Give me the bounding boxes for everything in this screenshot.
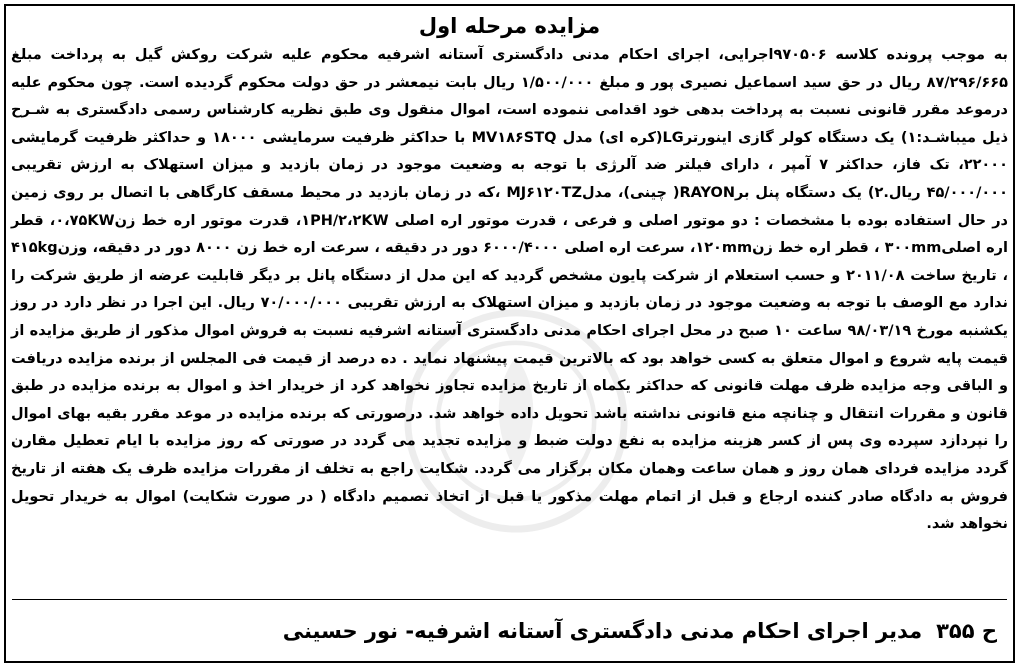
notice-content bbox=[11, 10, 1008, 657]
notice-frame bbox=[4, 4, 1015, 663]
signatory: مدیر اجرای احکام مدنی دادگستری آستانه اشرفیه- نور حسینی bbox=[282, 619, 923, 643]
footer-divider bbox=[12, 599, 1007, 600]
signature-footer bbox=[16, 607, 997, 655]
notice-body: به موجب پرونده کلاسه ۹۷۰۵۰۶اجرایی، اجرای احکام مدنی دادگستری آستانه اشرفیه محکوم علیه شرکت روکش گیل به پرداخت مبلغ ۸۷/۲۹۶/۶۶۵ ریال در حق سید اسماعیل نصیری پور و مبلغ ۱/۵۰۰/۰۰۰ ریال بابت نیمعشر در حق دولت محکوم گردیده است. چون محکوم علیه درموعد مقرر قانونی نسبت به پرداخت بدهی خود اقدامی ننموده است، اموال منقول وی طبق نظریه کارشناس رسمی دادگستری به شـرح ذیل میباشـد:۱) یک دستگاه کولر گازی اینورترLG(کره ای) مدل MV۱۸۶STQ با حداکثر ظرفیت سرمایشی ۱۸۰۰۰ و حداکثر ظرفیت گرمایشی ۲۲۰۰۰، تک فاز، حداکثر ۷ آمپر ، دارای فیلتر ضد آلرژی با توجه به وضعیت موجود در زمان بازدید و میزان استهلاک به ارزش تقریبی ۴۵/۰۰۰/۰۰۰ ریال.۲) یک دستگاه پنل برRAYON( چینی)، مدلMJ۶۱۲۰TZ ،که در زمان بازدید در محیط مسقف کارگاهی با اتصال بر روی زمین در حال استفاده بوده با مشخصات : دو موتور اصلی و فرعی ، قدرت موتور اره اصلی ۱PH/۲،۲KW، قدرت موتور اره خط زن۰،۷۵KW، قطر اره اصلی۳۰۰mm ، قطر اره خط زن۱۲۰mm، سرعت اره اصلی ۶۰۰۰/۴۰۰۰ دور در دقیقه ، سرعت اره خط زن ۸۰۰۰ دور در دقیقه، وزن۴۱۵kg ، تاریخ ساخت ۲۰۱۱/۰۸ و حسب استعلام از شرکت پایون مشخص گردید که این مدل از دستگاه پانل بر دیگر قابلیت عرضه از طریق شرکت را ندارد مع الوصف با توجه به وضعیت موجود در زمان بازدید و میزان استهلاک به ارزش تقریبی ۷۰/۰۰۰/۰۰۰ ریال. این اجرا در نظر دارد در روز یکشنبه مورخ ۹۸/۰۳/۱۹ ساعت ۱۰ صبح در محل اجرای احکام مدنی دادگستری آستانه اشرفیه نسبت به فروش اموال مذکور از طریق مزایده از قیمت پایه شروع و اموال متعلق به کسی خواهد بود که بالاترین قیمت پیشنهاد نماید . ده درصد از قیمت فی المجلس از برنده مزایده دریافت و الباقی وجه مزایده ظرف مهلت قانونی که حداکثر یکماه از تاریخ مزایده تجاوز نخواهد کرد از خریدار اخذ و اموال به برنده مزایده در طبق قانون و مقررات انتقال و چنانچه منع قانونی نداشته باشد تحویل داده خواهد شد. درصورتی که برنده مزایده در موعد مقرر بقیه بهای اموال را نپردازد سپرده وی پس از کسر هزینه مزایده به نفع دولت ضبط و مزایده تجدید می گردد در صورتی که روز مزایده با ایام تعطیل مقارن گردد مزایده فردای همان روز و همان ساعت وهمان مکان برگزار می گردد. شکایت راجع به تخلف از مقررات مزایده ظرف یک هفته از تاریخ فروش به دادگاه صادر کننده ارجاع و قبل از اتمام مهلت مذکور یا قبل از اتخاذ تصمیم دادگاه ( در صورت شکایت) اموال به خریدار تحویل نخواهد شد. bbox=[11, 47, 1009, 533]
notice-code: ح ۳۵۵ bbox=[936, 619, 997, 643]
page-title: مزایده مرحله اول bbox=[418, 14, 601, 38]
